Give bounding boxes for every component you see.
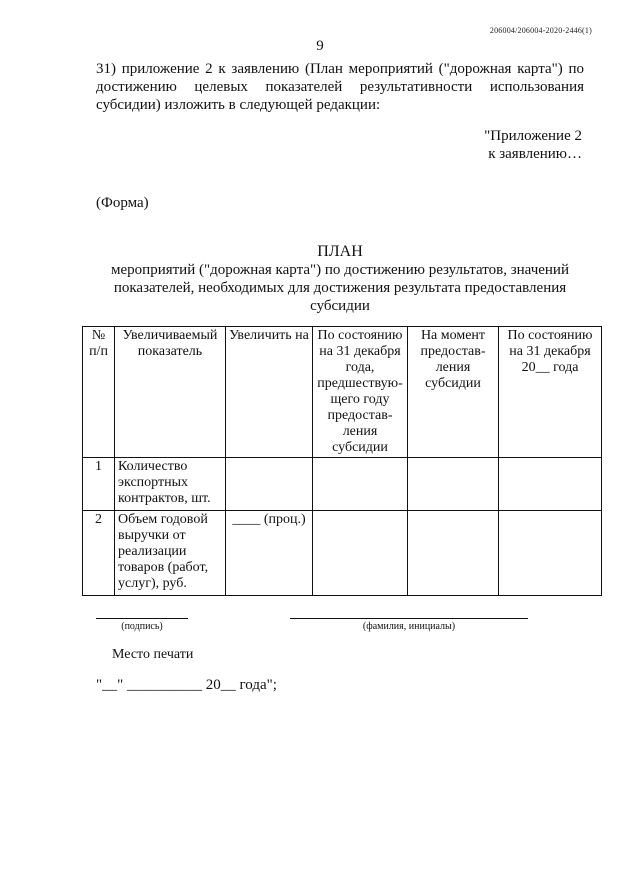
- table-row: [83, 458, 602, 511]
- name-line: [290, 618, 528, 619]
- plan-subtitle: мероприятий ("дорожная карта") по достижению результатов, значений показателей, необходимых для достижения результата предоставления субсидии: [111, 262, 569, 314]
- annex-reference: [484, 127, 582, 163]
- row-number: 1: [83, 458, 115, 511]
- header-indicator: Увеличиваемый показатель: [115, 327, 226, 458]
- row-moment: [408, 458, 499, 511]
- signature-line: [96, 618, 188, 619]
- header-year-end: По состоянию на 31 декабря 20__ года: [499, 327, 602, 458]
- annex-line-1: "Приложение 2: [484, 128, 582, 144]
- header-prev-year: По состоянию на 31 декабря года, предшествую-щего году предостав-ления субсидии: [313, 327, 408, 458]
- row-prev-year: [313, 458, 408, 511]
- row-increase: [226, 458, 313, 511]
- plan-title: ПЛАН: [317, 243, 363, 260]
- annex-line-2: к заявлению…: [488, 146, 582, 162]
- date-line: "__" __________ 20__ года";: [96, 677, 277, 693]
- table-row: [83, 511, 602, 596]
- row-year-end: [499, 458, 602, 511]
- form-label: (Форма): [96, 195, 149, 211]
- name-caption: (фамилия, инициалы): [362, 621, 456, 632]
- row-number: 2: [83, 511, 115, 596]
- intro-paragraph: 31) приложение 2 к заявлению (План мероприятий ("дорожная карта") по достижению целевых показателей результативности использования субсидии) изложить в следующей редакции:: [96, 61, 584, 113]
- row-year-end: [499, 511, 602, 596]
- header-moment: На момент предостав-ления субсидии: [408, 327, 499, 458]
- row-moment: [408, 511, 499, 596]
- table-header-row: [83, 327, 602, 458]
- row-indicator: Объем годовой выручки от реализации товаров (работ, услуг), руб.: [115, 511, 226, 596]
- row-indicator: Количество экспортных контрактов, шт.: [115, 458, 226, 511]
- row-prev-year: [313, 511, 408, 596]
- plan-table: [82, 326, 602, 596]
- stamp-place: Место печати: [112, 647, 194, 662]
- row-increase: ____ (проц.): [226, 511, 313, 596]
- signature-caption: (подпись): [121, 621, 163, 632]
- plan-heading: [100, 243, 580, 315]
- header-number: № п/п: [83, 327, 115, 458]
- header-increase: Увеличить на: [226, 327, 313, 458]
- document-id: 206004/206004-2020-2446(1): [489, 26, 592, 35]
- page-number: 9: [316, 38, 324, 54]
